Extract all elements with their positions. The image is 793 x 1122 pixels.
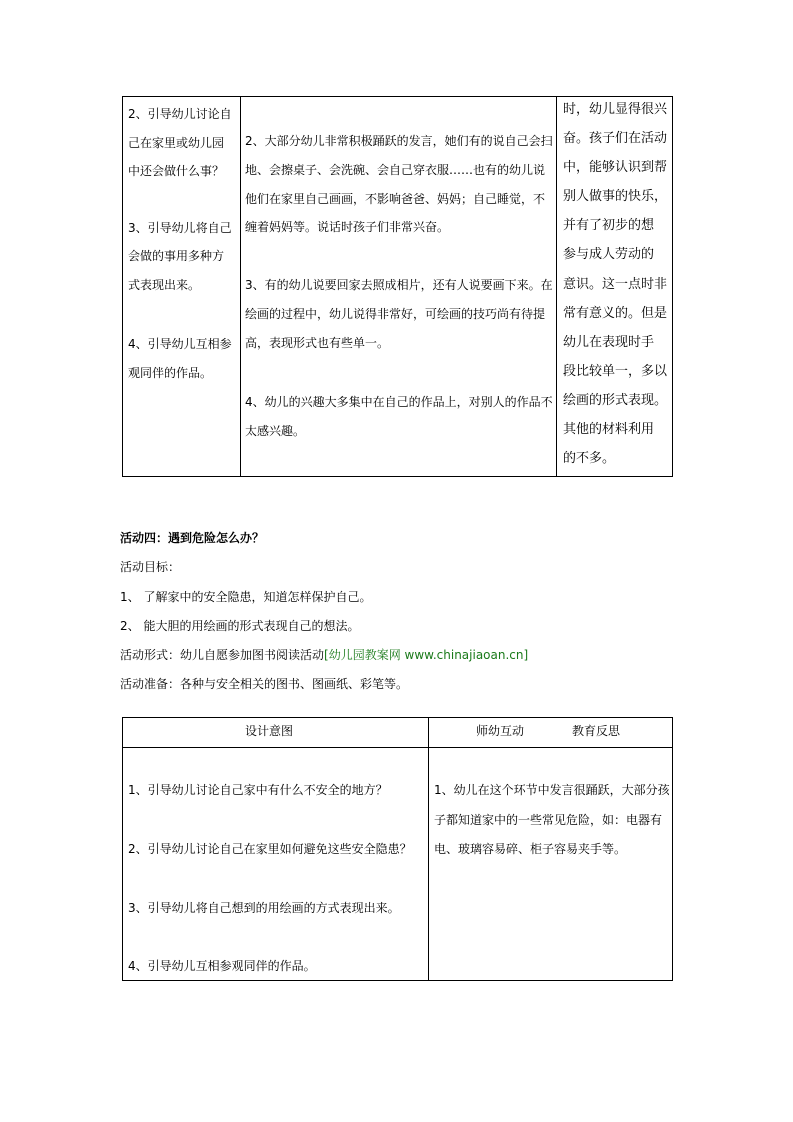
table1-col1-line: 3、引导幼儿将自己 [128, 221, 232, 235]
table2-header-interaction: 师幼互动 [476, 724, 525, 738]
table2-left-item: 4、引导幼儿互相参观同伴的作品。 [128, 959, 316, 973]
table1-col1-line: 会做的事用多种方 [128, 249, 225, 263]
table1-col3-line: 意识。这一点时非 [563, 277, 668, 292]
table1-col1-line: 2、引导幼儿讨论自 [128, 107, 232, 121]
table1-col3-line: 别人做事的快乐， [563, 189, 668, 204]
table2-right-line: 1、幼儿在这个环节中发言很踊跃，大部分孩 [434, 783, 670, 797]
table1-col2-line: 2、大部分幼儿非常积极踊跃的发言，她们有的说自己会扫 [245, 134, 553, 148]
activity-goal-label: 活动目标： [120, 560, 181, 574]
table1-col1-line: 观同伴的作品。 [128, 366, 213, 380]
table1-col3-line: 的不多。 [563, 451, 616, 466]
table1-col2-line: 地、会擦桌子、会洗碗、会自己穿衣服……也有的幼儿说 [245, 163, 546, 177]
table1-col2-line: 4、幼儿的兴趣大多集中在自己的作品上，对别人的作品不 [245, 395, 553, 409]
activity-prep: 活动准备：各种与安全相关的图书、图画纸、彩笔等。 [120, 677, 409, 691]
table1-col3-line: 常有意义的。但是 [563, 306, 668, 321]
table1-col1-line: 己在家里或幼儿园 [128, 136, 225, 150]
table2-header-reflection: 教育反思 [572, 724, 621, 738]
table1-col3-line: 时，幼儿显得很兴 [563, 102, 668, 117]
table1-col3-line: 段比较单一，多以 [563, 364, 668, 379]
table2-right-line: 电、玻璃容易碎、柜子容易夹手等。 [434, 842, 627, 856]
activity-form [120, 641, 528, 670]
table1-col1-line: 4、引导幼儿互相参 [128, 337, 232, 351]
table2-left-item: 2、引导幼儿讨论自己在家里如何避免这些安全隐患？ [128, 842, 412, 856]
table1-col3-line: 其他的材料利用 [563, 422, 655, 437]
table1-col3-line: 中，能够认识到帮 [563, 160, 668, 175]
table1-col2-line: 他们在家里自己画画，不影响爸爸、妈妈；自己睡觉，不 [245, 192, 546, 206]
table1-col2-line: 绘画的过程中，幼儿说得非常好，可绘画的技巧尚有待提 [245, 307, 546, 321]
activity-goal-1: 1、 了解家中的安全隐患，知道怎样保护自己。 [120, 590, 372, 604]
table1-col2-line: 太感兴趣。 [245, 424, 306, 438]
table2-header-design: 设计意图 [245, 724, 294, 738]
table1-col2-line: 缠着妈妈等。说话时孩子们非常兴奋。 [245, 220, 450, 234]
activity-form-link[interactable]: [幼儿园教案网 www.chinajiaoan.cn] [324, 648, 529, 662]
table2-left-item: 1、引导幼儿讨论自己家中有什么不安全的地方？ [128, 783, 388, 797]
table2-left-item: 3、引导幼儿将自己想到的用绘画的方式表现出来。 [128, 901, 400, 915]
activity-goal-2: 2、 能大胆的用绘画的形式表现自己的想法。 [120, 619, 360, 633]
table1-col2-line: 高，表现形式也有些单一。 [245, 336, 390, 350]
table1-col3-line: 参与成人劳动的 [563, 247, 655, 262]
table2-right-line: 子都知道家中的一些常见危险，如：电器有 [434, 813, 663, 827]
table1-col3-line: 绘画的形式表现。 [563, 393, 668, 408]
table1-col3-line: 奋。孩子们在活动 [563, 131, 668, 146]
table1-col1-line: 式表现出来。 [128, 278, 201, 292]
table1-col1-line: 中还会做什么事？ [128, 164, 225, 178]
table1-col3-line: 幼儿在表现时手 [563, 335, 655, 350]
activity-form-prefix: 活动形式：幼儿自愿参加图书阅读活动 [120, 648, 325, 662]
activity-title: 活动四：遇到危险怎么办？ [120, 531, 265, 545]
table1-col2-line: 3、有的幼儿说要回家去照成相片，还有人说要画下来。在 [245, 278, 553, 292]
table1-col3-line: 并有了初步的想 [563, 218, 655, 233]
